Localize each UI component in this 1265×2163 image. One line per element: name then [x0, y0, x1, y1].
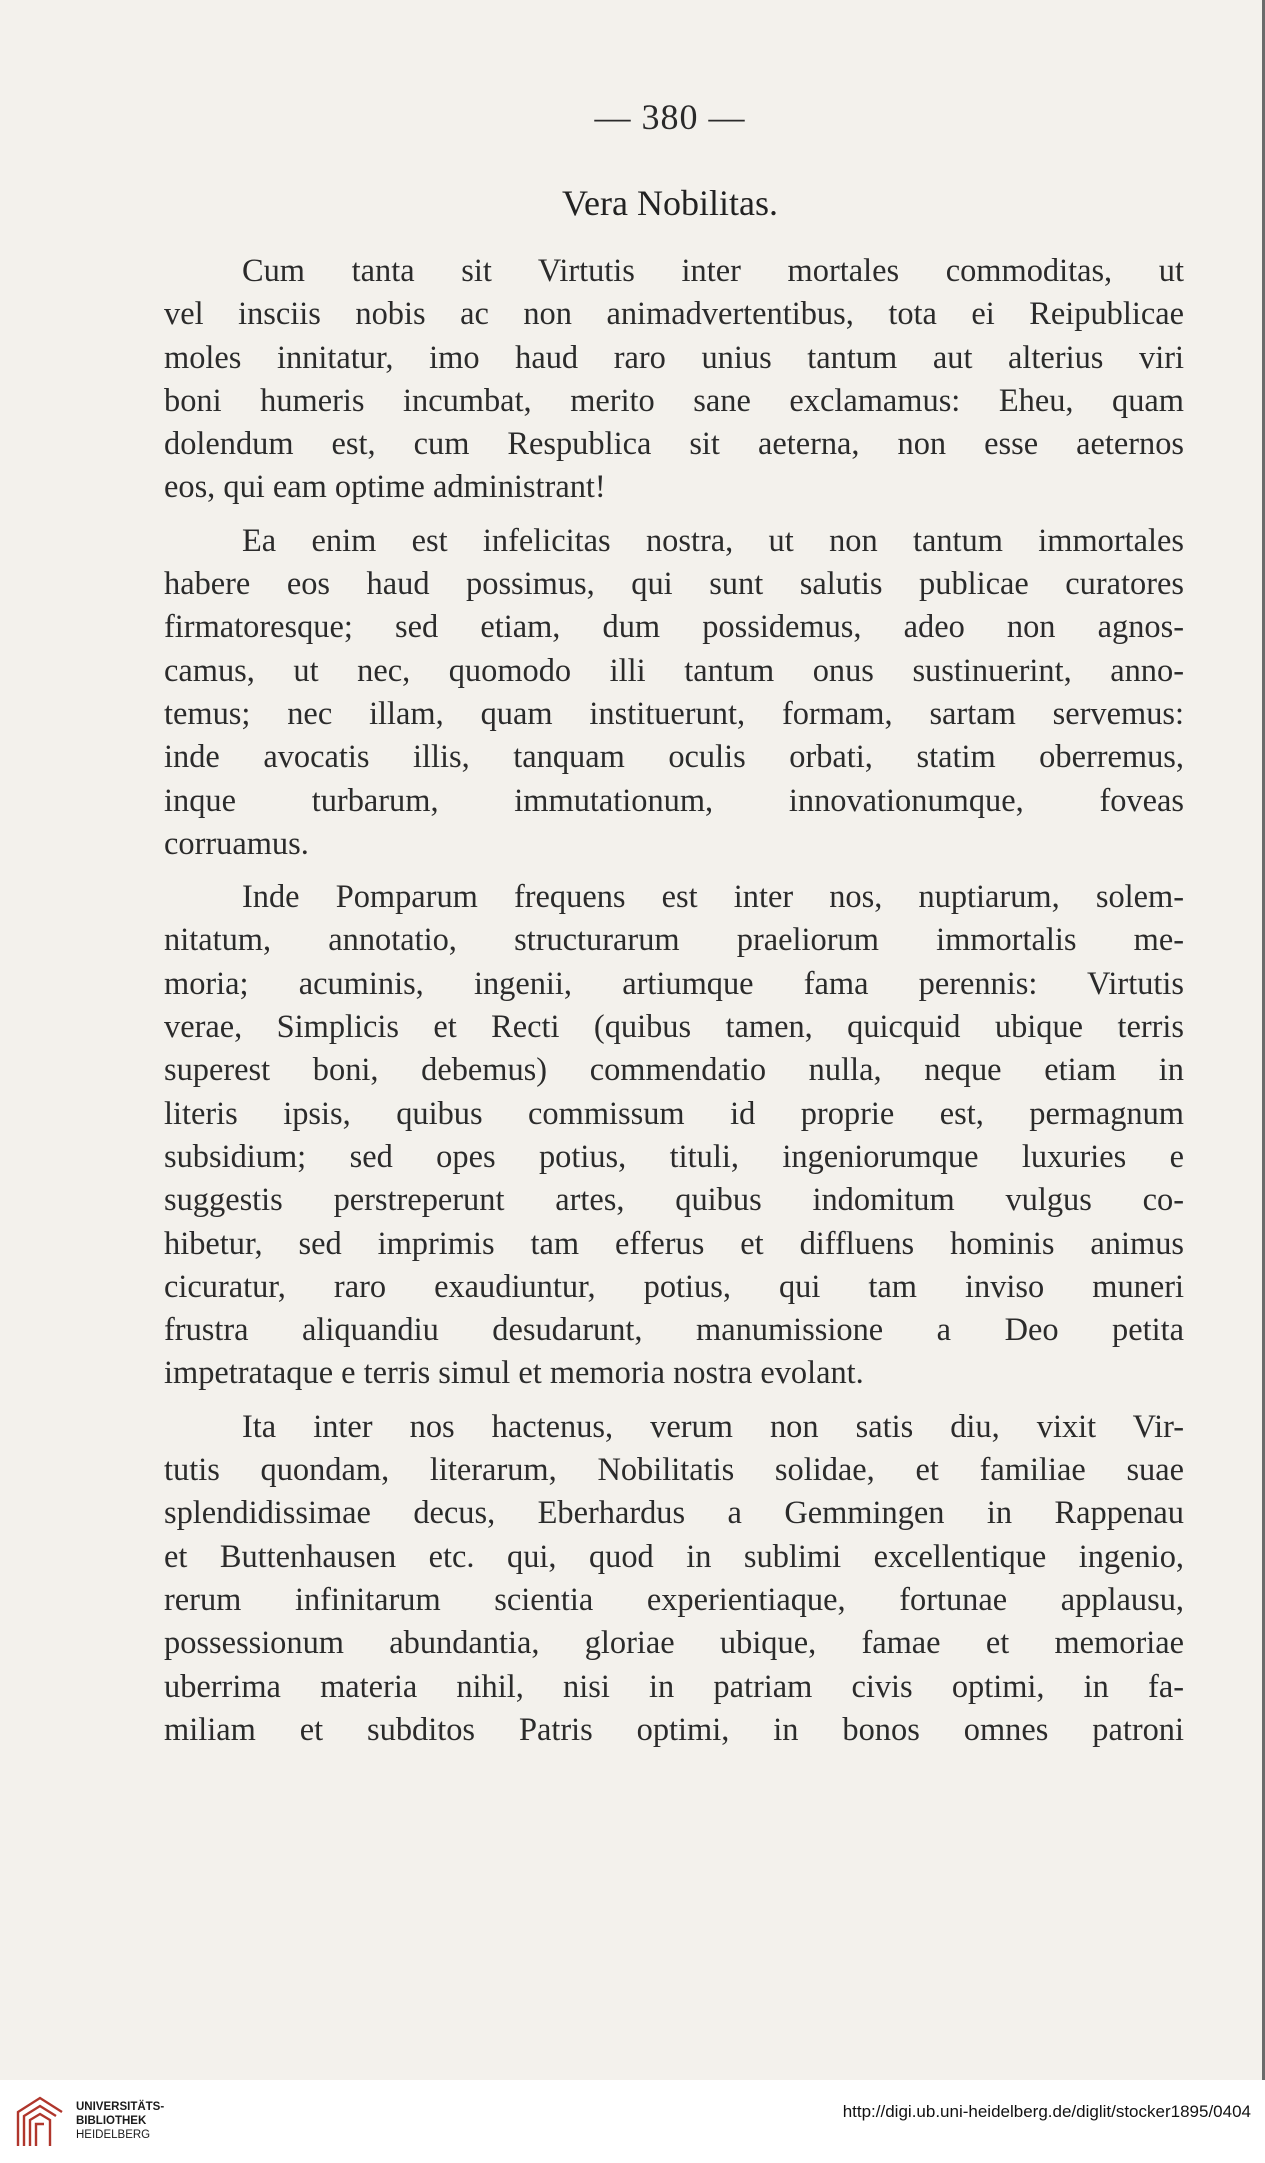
page-number: — 380 — [594, 97, 746, 137]
text-line: uberrima materia nihil, nisi in patriam civis optimi, in fa- [164, 1668, 1184, 1705]
paragraph [164, 876, 1184, 1396]
library-name-line2: BIBLIOTHEK [76, 2115, 147, 2127]
text-line: possessionum abundantia, gloriae ubique, famae et memoriae [164, 1625, 1184, 1662]
paragraph [164, 250, 1184, 510]
text-line: nitatum, annotatio, structurarum praeliorum immortalis me- [164, 922, 1184, 959]
text-line: boni humeris incumbat, merito sane exclamamus: Eheu, quam [164, 382, 1184, 419]
text-line: hibetur, sed imprimis tam efferus et diffluens hominis animus [164, 1225, 1184, 1262]
text-line: subsidium; sed opes potius, tituli, ingeniorumque luxuries e [164, 1138, 1184, 1175]
text-line: habere eos haud possimus, qui sunt salutis publicae curatores [164, 566, 1184, 603]
text-line: splendidissimae decus, Eberhardus a Gemmingen in Rappenau [164, 1495, 1184, 1532]
source-url[interactable]: http://digi.ub.uni-heidelberg.de/diglit/stocker1895/0404 [842, 2102, 1251, 2121]
text-line: camus, ut nec, quomodo illi tantum onus sustinuerint, anno- [164, 652, 1184, 689]
text-line: Cum tanta sit Virtutis inter mortales commoditas, ut [242, 253, 1184, 289]
text-line: Inde Pomparum frequens est inter nos, nuptiarum, solem- [242, 879, 1184, 916]
text-line: corruamus. [164, 825, 309, 862]
text-line: dolendum est, cum Respublica sit aeterna, non esse aeternos [164, 426, 1184, 463]
footer [0, 2080, 1265, 2163]
text-line: cicuratur, raro exaudiuntur, potius, qui tam inviso muneri [164, 1268, 1184, 1305]
text-line: superest boni, debemus) commendatio nulla, neque etiam in [164, 1052, 1184, 1089]
text-line: Ita inter nos hactenus, verum non satis diu, vixit Vir- [242, 1408, 1184, 1445]
paragraph [164, 1406, 1184, 1752]
page-title: Vera Nobilitas. [562, 183, 778, 223]
text-line: moles innitatur, imo haud raro unius tantum aut alterius viri [164, 339, 1184, 376]
paragraph [164, 520, 1184, 866]
text-line: impetrataque e terris simul et memoria nostra evolant. [164, 1355, 864, 1392]
library-name-line3: HEIDELBERG [76, 2129, 151, 2141]
text-line: moria; acuminis, ingenii, artiumque fama perennis: Virtutis [164, 965, 1184, 1002]
library-logo-icon [12, 2092, 68, 2152]
text-line: miliam et subditos Patris optimi, in bonos omnes patroni [164, 1711, 1184, 1748]
library-name-line1: UNIVERSITÄTS- [76, 2101, 165, 2113]
text-line: frustra aliquandiu desudarunt, manumissione a Deo petita [164, 1312, 1184, 1349]
text-line: vel insciis nobis ac non animadvertentibus, tota ei Reipublicae [164, 296, 1184, 333]
text-line: tutis quondam, literarum, Nobilitatis solidae, et familiae suae [164, 1452, 1184, 1489]
body-text [164, 250, 1184, 1762]
text-line: firmatoresque; sed etiam, dum possidemus, adeo non agnos- [164, 609, 1184, 646]
text-line: inque turbarum, immutationum, innovationumque, foveas [164, 782, 1184, 819]
text-line: et Buttenhausen etc. qui, quod in sublimi excellentique ingenio, [164, 1538, 1184, 1575]
text-line: inde avocatis illis, tanquam oculis orbati, statim oberremus, [164, 739, 1184, 776]
text-line: eos, qui eam optime administrant! [164, 469, 606, 506]
text-line: literis ipsis, quibus commissum id proprie est, permagnum [164, 1095, 1184, 1132]
library-name [76, 2100, 164, 2142]
text-line: verae, Simplicis et Recti (quibus tamen, quicquid ubique terris [164, 1009, 1184, 1046]
text-line: Ea enim est infelicitas nostra, ut non tantum immortales [242, 522, 1184, 559]
text-line: suggestis perstreperunt artes, quibus indomitum vulgus co- [164, 1182, 1184, 1219]
text-line: rerum infinitarum scientia experientiaque, fortunae applausu, [164, 1581, 1184, 1618]
text-line: temus; nec illam, quam instituerunt, formam, sartam servemus: [164, 695, 1184, 732]
